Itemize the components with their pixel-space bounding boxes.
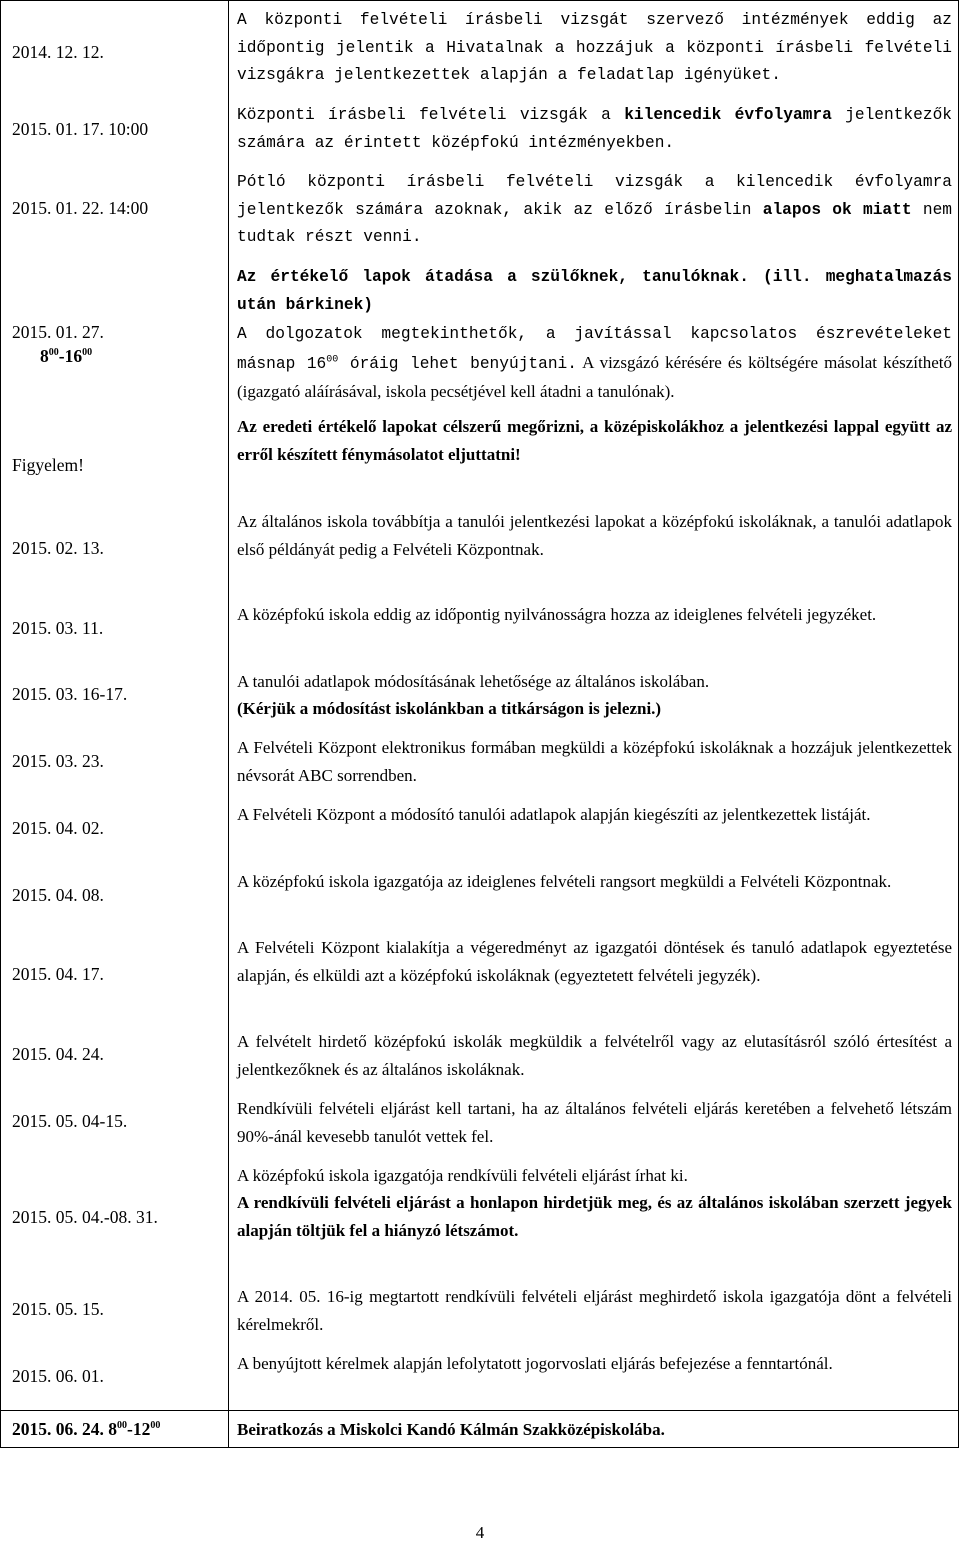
date-12: 2015. 04. 24. [12, 1044, 104, 1064]
entry-10: A középfokú iskola igazgatója az ideiglenes felvételi rangsort megküldi a Felvételi Központnak. [237, 872, 892, 891]
table-right-border [958, 0, 959, 1448]
date-8: 2015. 03. 23. [12, 751, 104, 771]
entry-1: A központi felvételi írásbeli vizsgát szervező intézmények eddig az időpontig jelentik a Hivatalnak a hozzájuk a központi írásbeli felvételi vizsgákra jelentkezettek alapján a feladatlap igényüket. [237, 11, 952, 84]
date-10: 2015. 04. 08. [12, 885, 104, 905]
date-15: 2015. 05. 15. [12, 1299, 104, 1319]
entry-6: A középfokú iskola eddig az időpontig nyilvánosságra hozza az ideiglenes felvételi jegyzéket. [237, 605, 877, 624]
date-4-time: $8^{00}-16^{00}$ [40, 346, 93, 366]
date-2: 2015. 01. 17. 10:00 [12, 119, 149, 139]
warning-text: Az eredeti értékelő lapokat célszerű megőrizni, a középiskolákhoz a jelentkezési lappal együtt az erről készített fénymásolatot eljuttatni! [237, 417, 952, 464]
entry-9: A Felvételi Központ a módosító tanulói adatlapok alapján kiegészíti az jelentkezettek listáját. [237, 805, 871, 824]
date-13: 2015. 05. 04-15. [12, 1111, 128, 1131]
table-left-border [0, 0, 1, 1448]
entry-8: A Felvételi Központ elektronikus formában megküldi a középfokú iskoláknak a hozzájuk jelentkezettek névsorát ABC sorrendben. [237, 738, 952, 785]
date-3: 2015. 01. 22. 14:00 [12, 198, 149, 218]
entry-16: A benyújtott kérelmek alapján lefolytatott jogorvoslati eljárás befejezése a fenntartónál. [237, 1354, 833, 1373]
entry-5: Az általános iskola továbbítja a tanulói jelentkezési lapokat a középfokú iskoláknak, a tanulói adatlapok első példányát pedig a Felvételi Központnak. [237, 512, 952, 559]
final-date: 2015. 06. 24. $8^{00}-12^{00}$ [12, 1419, 161, 1439]
entry-12: A felvételt hirdető középfokú iskolák megküldik a felvételről vagy az elutasításról szóló értesítést a jelentkezőknek és az általános iskoláknak. [237, 1032, 952, 1079]
entry-2: Központi írásbeli felvételi vizsgák a kilencedik évfolyamra jelentkezők számára az érintett középfokú intézményekben. [237, 106, 952, 152]
entry-14b: A rendkívüli felvételi eljárást a honlapon hirdetjük meg, és az általános iskolában szerzett jegyek alapján töltjük fel a hiányzó létszámot. [237, 1193, 952, 1240]
date-5: 2015. 02. 13. [12, 538, 104, 558]
warning-label: Figyelem! [12, 455, 84, 475]
column-divider [228, 0, 229, 1448]
final-text: Beiratkozás a Miskolci Kandó Kálmán Szakközépiskolába. [237, 1420, 665, 1439]
page-number: 4 [475, 1523, 485, 1542]
date-7: 2015. 03. 16-17. [12, 684, 128, 704]
row-divider [0, 1410, 958, 1411]
date-4: 2015. 01. 27. [12, 322, 104, 342]
entry-14a: A középfokú iskola igazgatója rendkívüli felvételi eljárást írhat ki. [237, 1166, 688, 1185]
entry-11: A Felvételi Központ kialakítja a végeredményt az igazgatói döntések és tanuló adatlapok egyeztetése alapján, és elküldi azt a középfokú iskoláknak (egyeztetett felvételi jegyzék). [237, 938, 952, 985]
entry-4-body: A dolgozatok megtekinthetők, a javítással kapcsolatos észrevételeket másnap $16^{00}$ óráig lehet benyújtani. A vizsgázó kérésére és költségére másolat készíthető (igazgató aláírásával, iskola pecsétjével kell átadni a tanulónak). [237, 325, 952, 401]
entry-15: A 2014. 05. 16-ig megtartott rendkívüli felvételi eljárást meghirdető iskola igazgatója dönt a felvételi kérelmekről. [237, 1287, 952, 1334]
entry-13: Rendkívüli felvételi eljárást kell tartani, ha az általános felvételi eljárás keretében a felvehető létszám 90%-ánál kevesebb tanulót vettek fel. [237, 1099, 952, 1146]
entry-4-heading: Az értékelő lapok átadása a szülőknek, tanulóknak. (ill. meghatalmazás után bárkinek) [237, 268, 952, 314]
date-1: 2014. 12. 12. [12, 42, 104, 62]
date-11: 2015. 04. 17. [12, 964, 104, 984]
date-9: 2015. 04. 02. [12, 818, 104, 838]
date-16: 2015. 06. 01. [12, 1366, 104, 1386]
entry-7b: (Kérjük a módosítást iskolánkban a titkárságon is jelezni.) [237, 699, 662, 718]
entry-7a: A tanulói adatlapok módosításának lehetősége az általános iskolában. [237, 672, 710, 691]
table-top-border [0, 0, 958, 1]
date-6: 2015. 03. 11. [12, 618, 104, 638]
date-14: 2015. 05. 04.-08. 31. [12, 1207, 158, 1227]
table-bottom-border [0, 1447, 958, 1448]
entry-3: Pótló központi írásbeli felvételi vizsgák a kilencedik évfolyamra jelentkezők számára azoknak, akik az előző írásbelin alapos ok miatt nem tudtak részt venni. [237, 173, 952, 246]
